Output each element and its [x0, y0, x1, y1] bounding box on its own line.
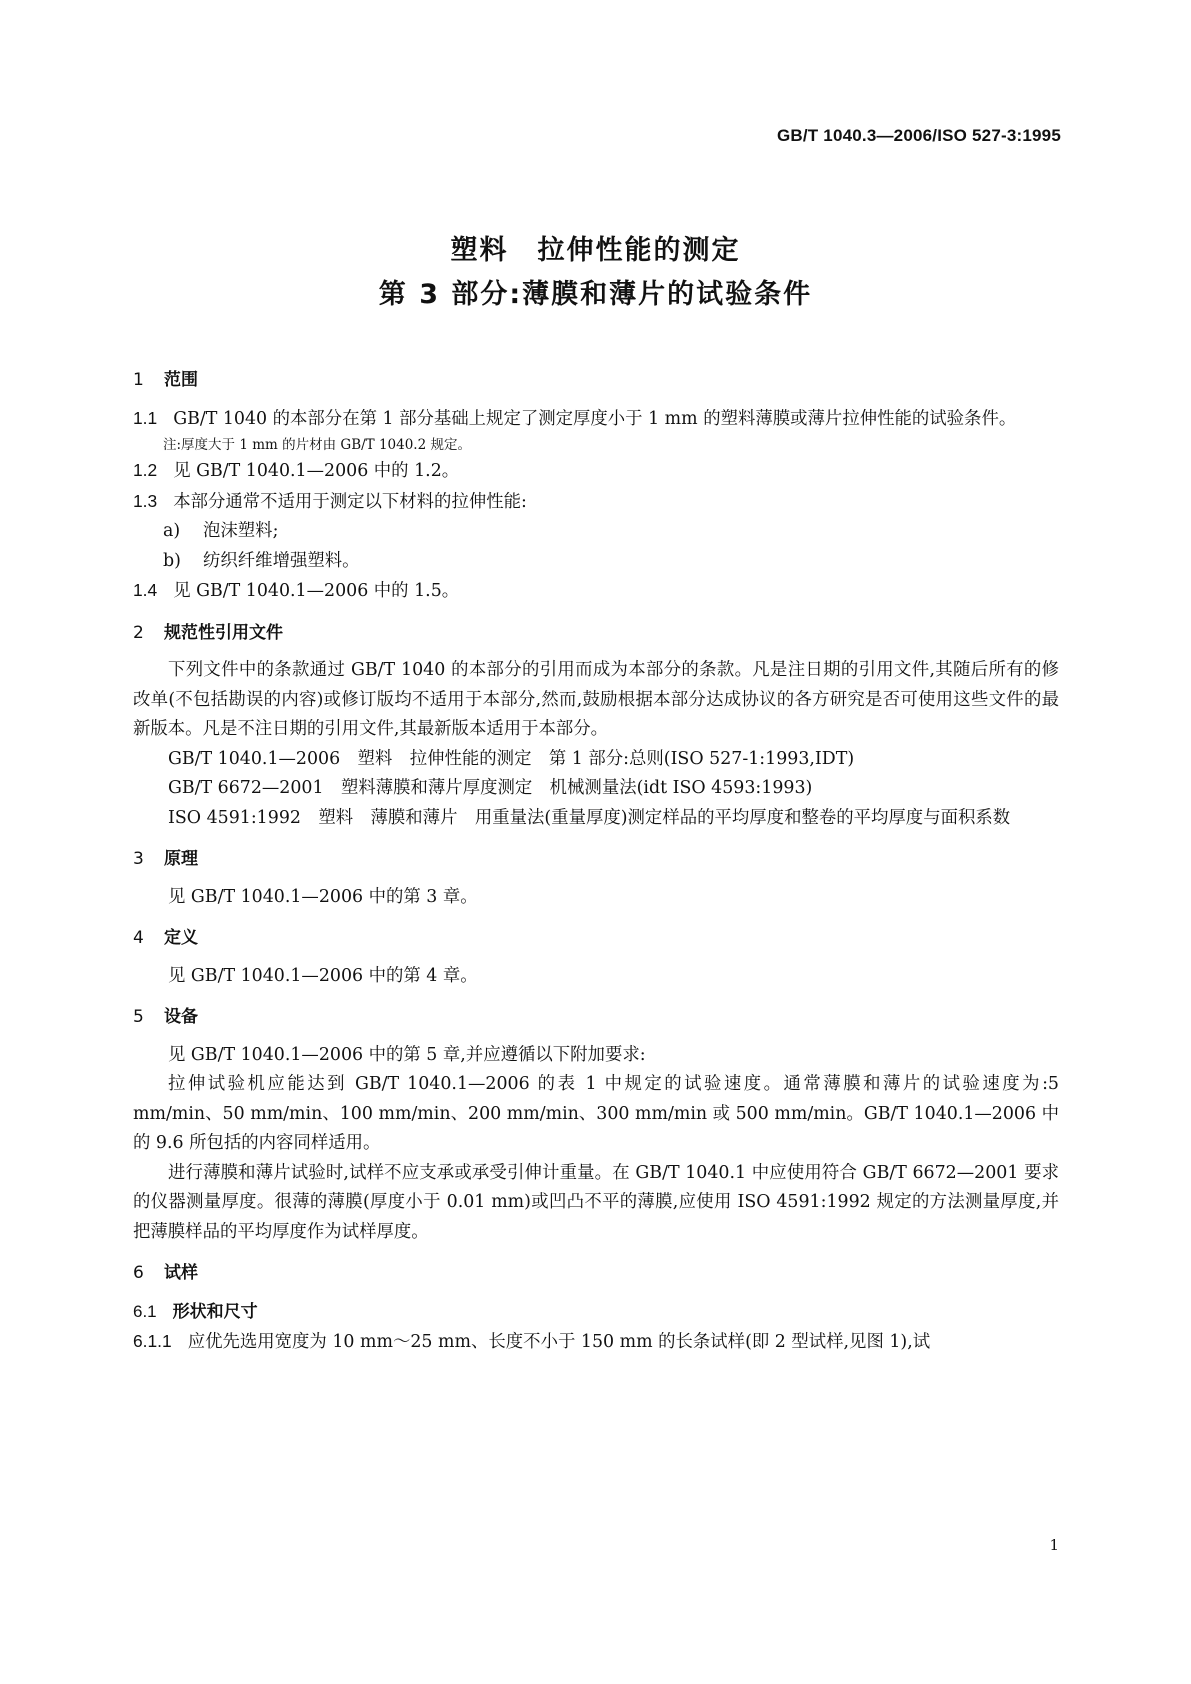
standard-code: GB/T 1040.3—2006/ISO 527-3:1995 — [776, 126, 1061, 145]
paragraph: 见 GB/T 1040.1—2006 中的第 5 章,并应遵循以下附加要求: — [168, 1044, 646, 1065]
clause-1-2: 1.2 见 GB/T 1040.1—2006 中的 1.2。 — [133, 460, 460, 481]
paragraph: 见 GB/T 1040.1—2006 中的第 4 章。 — [168, 965, 478, 986]
list-item-a: a) 泡沫塑料; — [163, 521, 279, 541]
note: 注:厚度大于 1 mm 的片材由 GB/T 1040.2 规定。 — [163, 437, 471, 453]
document-title-line-1: 塑料 拉伸性能的测定 — [450, 235, 741, 266]
reference-item: GB/T 6672—2001 塑料薄膜和薄片厚度测定 机械测量法(idt ISO 4593:1993) — [168, 778, 813, 798]
section-heading-principle: 3 原理 — [133, 849, 198, 869]
reference-item: ISO 4591:1992 塑料 薄膜和薄片 用重量法(重量厚度)测定样品的平均厚度和整卷的平均厚度与面积系数 — [168, 807, 1011, 828]
document-body — [133, 366, 1059, 1358]
page-number: 1 — [1049, 1536, 1059, 1554]
section-heading-apparatus: 5 设备 — [133, 1007, 198, 1027]
paragraph: 见 GB/T 1040.1—2006 中的第 3 章。 — [168, 886, 478, 907]
clause-1-1: 1.1 GB/T 1040 的本部分在第 1 部分基础上规定了测定厚度小于 1 mm 的塑料薄膜或薄片拉伸性能的试验条件。 — [133, 407, 1017, 429]
clause-1-4: 1.4 见 GB/T 1040.1—2006 中的 1.5。 — [133, 580, 460, 601]
section-heading-normative-references: 2 规范性引用文件 — [133, 622, 283, 643]
paragraph: 进行薄膜和薄片试验时,试样不应支承或承受引伸计重量。在 GB/T 1040.1 中应使用符合 GB/T 6672—2001 要求的仪器测量厚度。很薄的薄膜(厚度小于 0.01 mm)或凹凸不平的薄膜,应使用 ISO 4591:1992 规定的方法测量厚度,并把薄膜样品的平均厚度作为试样厚度。 — [133, 1162, 1059, 1242]
list-item-b: b) 纺织纤维增强塑料。 — [163, 550, 360, 571]
subsection-heading-shape-dimensions: 6.1 形状和尺寸 — [133, 1301, 258, 1322]
reference-item: GB/T 1040.1—2006 塑料 拉伸性能的测定 第 1 部分:总则(ISO 527-1:1993,IDT) — [168, 748, 855, 769]
clause-6-1-1: 6.1.1 应优先选用宽度为 10 mm～25 mm、长度不小于 150 mm 的长条试样(即 2 型试样,见图 1),试 — [133, 1331, 931, 1352]
clause-1-3: 1.3 本部分通常不适用于测定以下材料的拉伸性能: — [133, 490, 527, 512]
paragraph: 拉伸试验机应能达到 GB/T 1040.1—2006 的表 1 中规定的试验速度。通常薄膜和薄片的试验速度为:5 mm/min、50 mm/min、100 mm/min、200 mm/min、300 mm/min 或 500 mm/min。GB/T 1040.1—2006 中的 9.6 所包括的内容同样适用。 — [133, 1074, 1059, 1153]
section-heading-test-specimens: 6 试样 — [133, 1263, 198, 1283]
section-heading-definitions: 4 定义 — [133, 928, 198, 948]
document-title-line-2: 第 3 部分:薄膜和薄片的试验条件 — [378, 279, 813, 310]
paragraph: 下列文件中的条款通过 GB/T 1040 的本部分的引用而成为本部分的条款。凡是注日期的引用文件,其随后所有的修改单(不包括勘误的内容)或修订版均不适用于本部分,然而,鼓励根据本部分达成协议的各方研究是否可使用这些文件的最新版本。凡是不注日期的引用文件,其最新版本适用于本部分。 — [133, 660, 1059, 739]
section-heading-scope: 1 范围 — [133, 370, 198, 390]
